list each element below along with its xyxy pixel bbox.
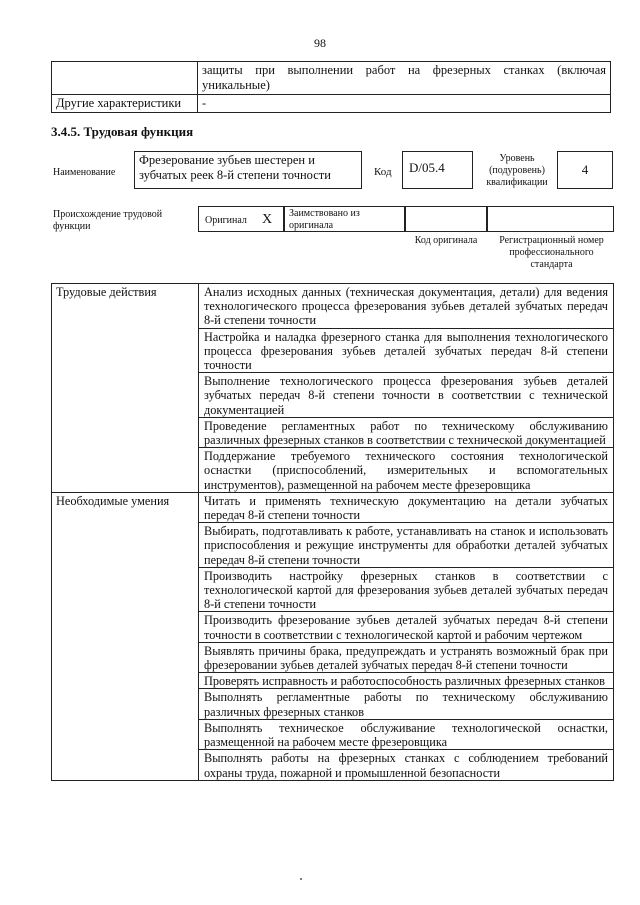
labor-action-item: Настройка и наладка фрезерного станка для выполнения технологического процесса фрезерования зубьев деталей зубчатых передач 8-й степени точности [199,328,614,373]
table-row [52,95,611,113]
skill-item: Выполнять регламентные работы по техническому обслуживанию различных фрезерных станков [199,689,614,719]
skill-item: Производить фрезерование зубьев деталей зубчатых передач 8-й степени точности в соответствии с технологической картой и рабочим чертежом [199,612,614,642]
level-value: 4 [581,162,589,177]
skill-item: Выявлять причины брака, предупреждать и устранять возможный брак при фрезеровании зубьев деталей зубчатых передач 8-й степени точности [199,642,614,672]
scan-speck [300,878,302,880]
level-label: Уровень (подуровень) квалификации [486,153,548,188]
name-label: Наименование [53,167,116,178]
row-text: - [198,95,611,113]
page-number: 98 [314,36,326,50]
skill-item: Производить настройку фрезерных станков в соответствии с технологической картой для фрезерования зубьев деталей зубчатых передач 8-й степени точности [199,567,614,612]
code-original-label: Код оригинала [414,235,478,246]
reg-number-cell [487,206,614,232]
reg-number-label: Регистрационный номер профессионального стандарта [499,235,604,270]
row-label [52,62,198,95]
labor-action-item: Проведение регламентных работ по техническому обслуживанию различных фрезерных станков в соответствии с технической документацией [199,417,614,447]
function-table [51,283,614,781]
original-label: Оригинал [205,215,247,226]
name-value: Фрезерование зубьев шестерен и зубчатых реек 8-й степени точности [139,153,331,182]
name-value-box [134,151,362,189]
skill-item: Проверять исправность и работоспособность различных фрезерных станков [199,673,614,689]
table-row [52,62,611,95]
origin-label: Происхождение трудовой функции [53,209,163,232]
labor-action-item: Поддержание требуемого технического состояния технологической оснастки (приспособлений, измерительных и вспомогательных инструментов), размещенной на рабочем месте фрезеровщика [199,448,614,493]
skill-item: Выбирать, подготавливать к работе, устанавливать на станок и использовать приспособления и режущие инструменты для обработки деталей зубчатых передач 8-й степени точности [199,523,614,568]
borrowed-cell [284,206,405,232]
code-label: Код [374,166,392,178]
continuation-table [51,61,611,113]
skill-item: Выполнять техническое обслуживание технологической оснастки, размещенной на рабочем месте фрезеровщика [199,719,614,749]
section-title: 3.4.5. Трудовая функция [51,124,194,139]
level-value-box [557,151,613,189]
skills-label: Необходимые умения [52,492,199,780]
code-value-box [402,151,473,189]
row-label: Другие характеристики [52,95,198,113]
borrowed-label: Заимствовано из оригинала [289,208,360,231]
labor-action-item: Выполнение технологического процесса фрезерования зубьев деталей зубчатых передач 8-й степени точности в соответствии с технической документацией [199,373,614,418]
table-row [52,492,614,522]
original-mark: X [262,212,273,227]
code-original-cell [405,206,487,232]
labor-action-item: Анализ исходных данных (техническая документация, детали) для ведения технологического процесса фрезерования зубьев деталей зубчатых передач 8-й степени точности [199,284,614,329]
skill-item: Читать и применять техническую документацию на детали зубчатых передач 8-й степени точности [199,492,614,522]
row-text: защиты при выполнении работ на фрезерных станках (включая уникальные) [198,62,611,95]
original-cell [198,206,284,232]
code-value: D/05.4 [409,160,445,175]
table-row [52,284,614,329]
skill-item: Выполнять работы на фрезерных станках с соблюдением требований охраны труда, пожарной и промышленной безопасности [199,750,614,780]
labor-actions-label: Трудовые действия [52,284,199,493]
